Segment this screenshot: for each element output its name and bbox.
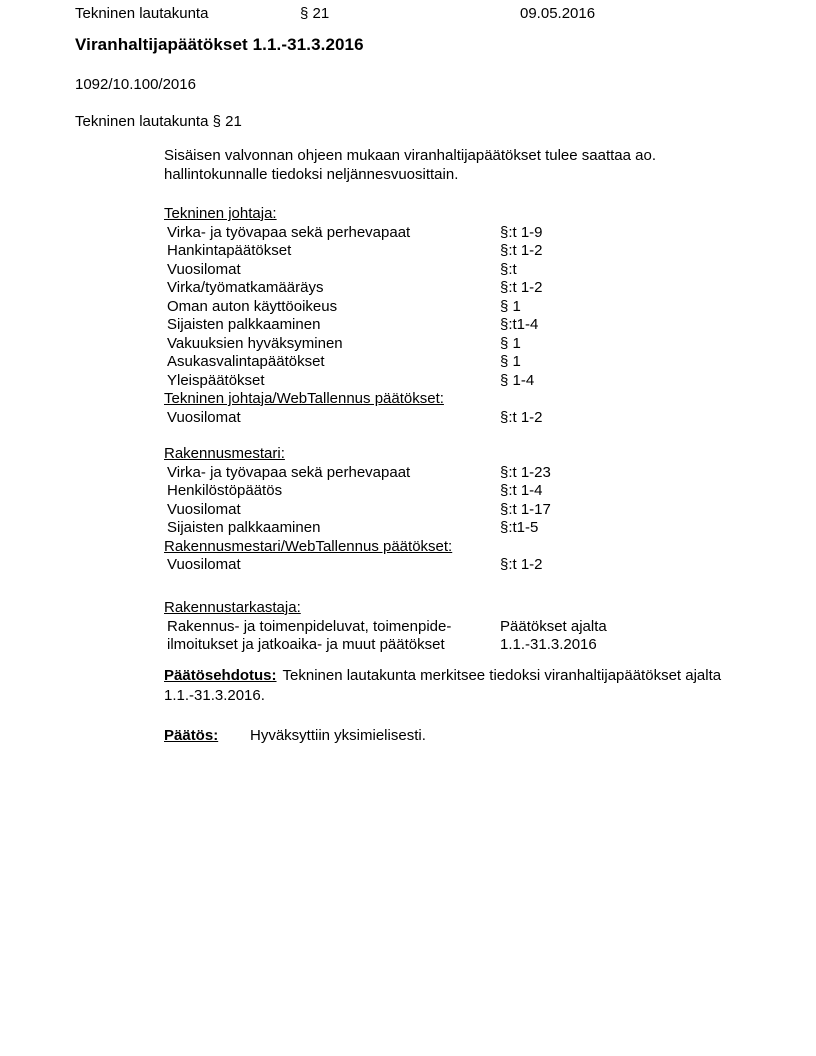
proposal-text: Tekninen lautakunta merkitsee tiedoksi viranhaltijapäätökset ajalta 1.1.-31.3.2016.	[164, 667, 722, 704]
decision-section-rakennusmestari	[164, 445, 784, 575]
decision-row-label: Virka- ja työvapaa sekä perhevapaat	[167, 223, 411, 241]
decision-row-value: §:t1-4	[500, 316, 539, 333]
decision-row-value: §:t	[500, 260, 517, 278]
case-number: 1092/10.100/2016	[75, 76, 196, 93]
header-section-mark: § 21	[300, 5, 330, 22]
decision-row-value: §:t 1-4	[500, 482, 543, 499]
decision-row	[164, 298, 784, 317]
section-heading: Tekninen johtaja/WebTallennus päätökset:	[164, 390, 444, 407]
decision-row	[164, 353, 784, 372]
section-heading: Rakennusmestari:	[164, 445, 285, 462]
section-heading: Rakennusmestari/WebTallennus päätökset:	[164, 537, 453, 555]
decision-row	[164, 224, 784, 243]
decision-row-value: §:t 1-2	[500, 242, 543, 259]
decision-row-label: Rakennus- ja toimenpideluvat, toimenpide-	[167, 617, 452, 635]
decision-row	[164, 636, 784, 655]
header-date: 09.05.2016	[520, 5, 596, 22]
decision-row-label: Hankintapäätökset	[167, 242, 292, 259]
decision-row-label: Asukasvalintapäätökset	[167, 353, 325, 370]
decision-row-label: Vuosilomat	[167, 500, 241, 518]
header-committee: Tekninen lautakunta	[75, 5, 209, 22]
decision-row	[164, 482, 784, 501]
decision-text: Hyväksyttiin yksimielisesti.	[250, 727, 426, 744]
decision-row	[164, 464, 784, 483]
page-title: Viranhaltijapäätökset 1.1.-31.3.2016	[75, 35, 364, 54]
proposal-label: Päätösehdotus:	[164, 667, 277, 684]
decision-row-value: § 1-4	[500, 371, 535, 389]
decision-row	[164, 242, 784, 261]
decision-row-value: § 1	[500, 297, 521, 315]
decision-row-label: Sijaisten palkkaaminen	[167, 519, 321, 536]
decision-row-label: Vuosilomat	[167, 556, 241, 573]
decision-row	[164, 335, 784, 354]
decision-row-value: § 1	[500, 353, 521, 370]
decision-row-value: §:t 1-2	[500, 556, 543, 573]
decision-row-value: §:t 1-23	[500, 463, 551, 481]
decision-row-value: §:t 1-2	[500, 279, 543, 296]
decision-row	[164, 519, 784, 538]
decision-row-label: Yleispäätökset	[167, 371, 265, 389]
decision-row	[164, 618, 784, 637]
section-heading: Tekninen johtaja:	[164, 205, 277, 222]
decision-row	[164, 316, 784, 335]
decision-row-value: Päätökset ajalta	[500, 617, 607, 635]
decision-row-value: §:t 1-2	[500, 408, 543, 426]
decision-section-rakennustarkastaja	[164, 599, 784, 655]
decision-row	[164, 409, 784, 428]
decision-row-value: §:t 1-9	[500, 223, 543, 241]
decision-section-tekninen-johtaja	[164, 205, 784, 427]
committee-reference: Tekninen lautakunta § 21	[75, 113, 242, 130]
decision-row-value: §:t 1-17	[500, 500, 551, 518]
proposal-paragraph	[164, 666, 770, 706]
decision-row	[164, 372, 784, 391]
decision-row-value: § 1	[500, 334, 521, 352]
decision-row-label: Sijaisten palkkaaminen	[167, 316, 321, 333]
decision-line	[164, 727, 664, 744]
decision-row	[164, 501, 784, 520]
decision-row-label: Vakuuksien hyväksyminen	[167, 334, 343, 352]
decision-row-value: 1.1.-31.3.2016	[500, 636, 597, 653]
decision-row-label: Vuosilomat	[167, 260, 241, 278]
decision-row-label: Virka- ja työvapaa sekä perhevapaat	[167, 463, 411, 481]
decision-row-label: ilmoitukset ja jatkoaika- ja muut päätökset	[167, 636, 445, 653]
decision-row-label: Vuosilomat	[167, 408, 241, 426]
decision-row-label: Henkilöstöpäätös	[167, 482, 283, 499]
section-heading: Rakennustarkastaja:	[164, 599, 301, 616]
decision-row	[164, 261, 784, 280]
intro-paragraph: Sisäisen valvonnan ohjeen mukaan viranhaltijapäätökset tulee saattaa ao. hallintokunnalle tiedoksi neljännesvuosittain.	[164, 147, 656, 183]
decision-row	[164, 556, 784, 575]
decision-row-label: Oman auton käyttöoikeus	[167, 297, 338, 315]
decision-row-label: Virka/työmatkamääräys	[167, 279, 324, 296]
decision-label: Päätös:	[164, 727, 219, 744]
decision-row-value: §:t1-5	[500, 519, 539, 536]
decision-row	[164, 279, 784, 298]
